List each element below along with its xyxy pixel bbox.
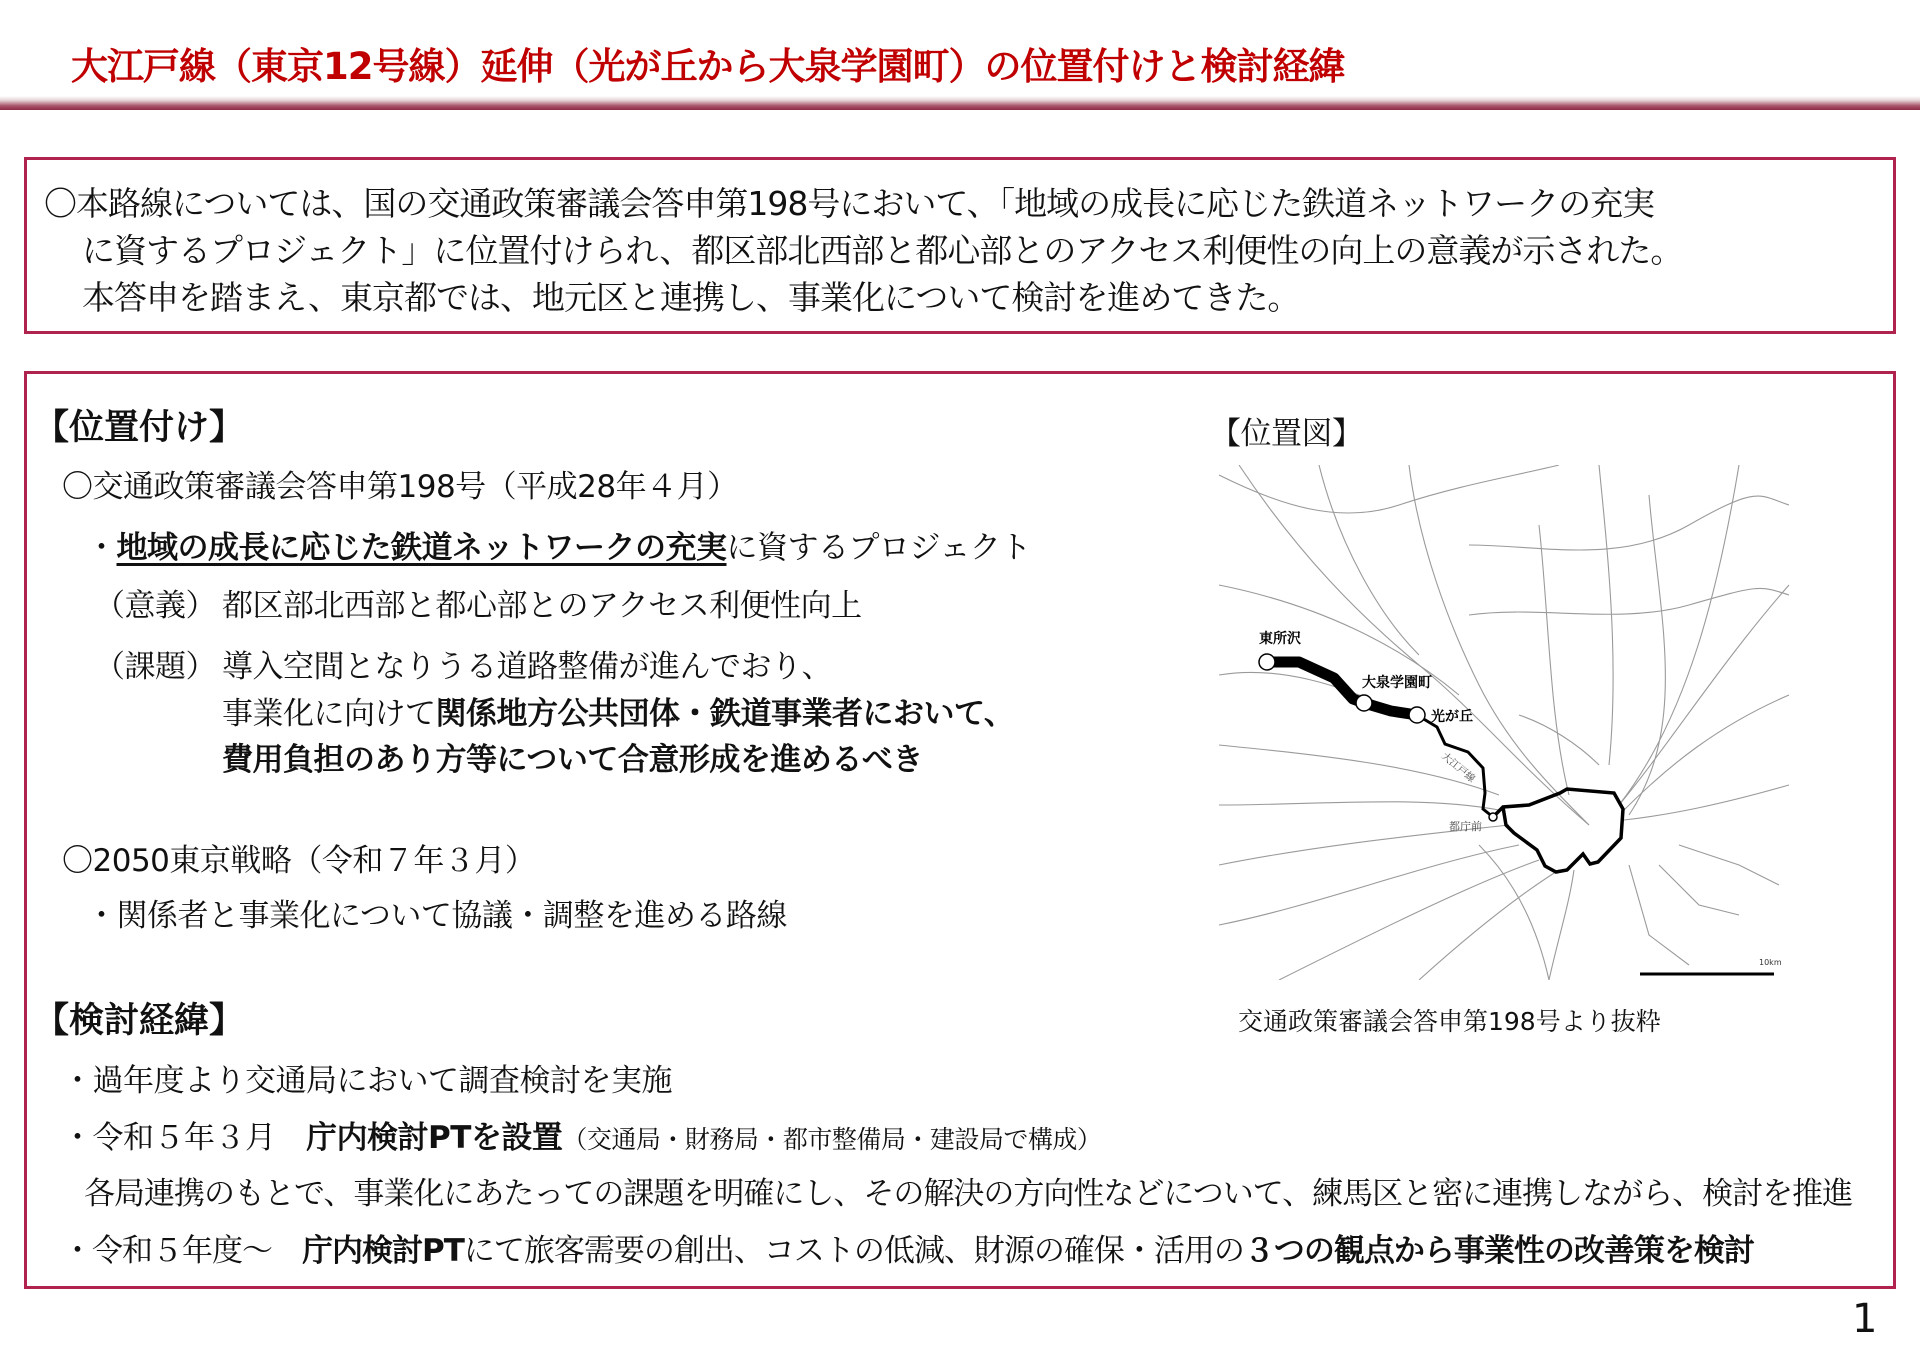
history-item-1: ・過年度より交通局において調査検討を実施: [62, 1063, 672, 1099]
bullet-rest: に資するプロジェクト: [726, 530, 1031, 566]
issue-line-2-bold: 関係地方公共団体・鉄道事業者において、: [435, 696, 1015, 732]
oedo-loop-route: [1493, 789, 1623, 872]
title-divider: [0, 96, 1920, 110]
summary-line-2: に資するプロジェクト」に位置付けられ、都区部北西部と都心部とのアクセス利便性の向上の意義が示された。: [82, 231, 1683, 270]
map-background-lines: [1219, 465, 1789, 980]
map-caption: 交通政策審議会答申第198号より抜粋: [1238, 1007, 1661, 1036]
report-198-title: 〇交通政策審議会答申第198号（平成28年４月）: [62, 469, 738, 505]
strategy-2050-bullet: ・関係者と事業化について協議・調整を進める路線: [86, 898, 787, 934]
station-label-higashitokorozawa: 東所沢: [1259, 631, 1301, 647]
page-number: 1: [1852, 1296, 1878, 1342]
strategy-2050-title: 〇2050東京戦略（令和７年３月）: [62, 843, 536, 879]
summary-line-3: 本答申を踏まえ、東京都では、地元区と連携し、事業化について検討を進めてきた。: [82, 278, 1300, 317]
scale-label: 10km: [1759, 958, 1782, 967]
issue-line-1: 導入空間となりうる道路整備が進んでおり、: [222, 649, 832, 685]
issue-line-2: [222, 688, 1014, 733]
station-marker-tochomae: [1489, 813, 1497, 821]
positioning-heading: 【位置付け】: [34, 408, 245, 448]
history-item-3: [62, 1225, 1754, 1270]
issue-line-2-normal: 事業化に向けて: [222, 696, 436, 732]
history-item-2: [62, 1112, 1101, 1157]
history-item-2-bold: 庁内検討PTを設置: [306, 1120, 563, 1156]
line-label-oedo: 大江戸線: [1439, 750, 1477, 786]
station-marker-hikarigaoka: [1409, 707, 1425, 723]
history-item-2-detail: 各局連携のもとで、事業化にあたっての課題を明確にし、その解決の方向性などについて、練馬区と密に連携しながら、検討を推進: [84, 1176, 1853, 1212]
station-label-tochomae: 都庁前: [1449, 820, 1482, 833]
page-title: 大江戸線（東京12号線）延伸（光が丘から大泉学園町）の位置付けと検討経緯: [71, 45, 1345, 88]
history-heading: 【検討経緯】: [34, 1001, 245, 1041]
history-item-3-normal: にて旅客需要の創出、コストの低減、財源の確保・活用の: [463, 1233, 1244, 1269]
issue-label: （課題）: [94, 649, 216, 685]
significance-text: 都区部北西部と都心部とのアクセス利便性向上: [222, 588, 862, 624]
history-item-3-bold-1: 庁内検討PT: [302, 1233, 464, 1269]
significance-label: （意義）: [94, 588, 216, 624]
station-marker-higashitokorozawa: [1259, 654, 1275, 670]
report-198-bullet: [86, 522, 1031, 567]
station-marker-oizumigakuenmachi: [1356, 695, 1372, 711]
bullet-prefix: ・: [86, 530, 117, 566]
summary-line-1: 〇本路線については、国の交通政策審議会答申第198号において、「地域の成長に応じた鉄道ネットワークの充実: [44, 184, 1655, 223]
station-label-hikarigaoka: 光が丘: [1431, 709, 1473, 725]
issue-line-3: 費用負担のあり方等について合意形成を進めるべき: [222, 742, 923, 778]
history-item-2-date: ・令和５年３月: [62, 1120, 306, 1156]
history-item-2-note: （交通局・財務局・都市整備局・建設局で構成）: [562, 1125, 1102, 1154]
map-heading: 【位置図】: [1210, 416, 1363, 452]
station-label-oizumigakuenmachi: 大泉学園町: [1362, 675, 1432, 691]
location-map: [1218, 465, 1790, 980]
history-item-3-date: ・令和５年度～: [62, 1233, 302, 1269]
bullet-bold: 地域の成長に応じた鉄道ネットワークの充実: [116, 530, 727, 566]
history-item-3-bold-2: ３つの観点から事業性の改善策を検討: [1243, 1233, 1754, 1269]
